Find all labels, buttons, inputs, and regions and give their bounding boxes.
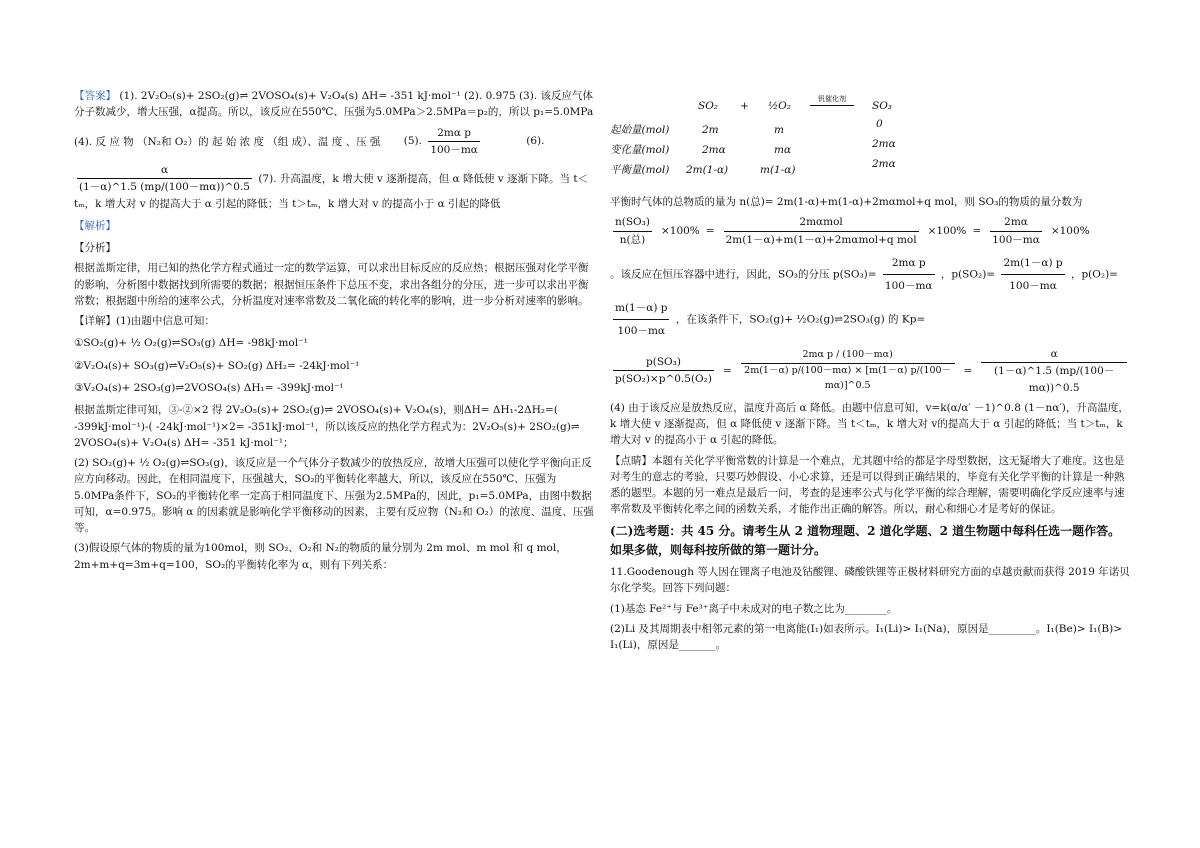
answer-paragraph-2 bbox=[74, 125, 594, 159]
after-fraction-text: 。该反应在恒压容器中进行，因此，SO₃的分压 p(SO₃)= bbox=[610, 268, 877, 281]
ice-row1-label: 起始量(mol) bbox=[610, 124, 670, 136]
ice-header-plus: + bbox=[740, 100, 749, 112]
percent-3: ×100% bbox=[1050, 224, 1090, 237]
so3-frac-c-den: 100－mα bbox=[992, 233, 1040, 246]
p-so3-num: 2mα p bbox=[883, 252, 935, 275]
p-o2-den: 100－mα bbox=[617, 324, 666, 337]
fenxi-label: 【分析】 bbox=[74, 242, 116, 255]
answer-5-denominator: 100－mα bbox=[430, 143, 478, 156]
so3-frac-c-num: 2mα bbox=[990, 214, 1042, 231]
ice-row3-c2: m(1-α) bbox=[760, 164, 796, 176]
kp-formula-row: $\frac{\text{p(SO₃)}}{\text{p(SO₂)×p\textasciicircum{}0.5(O₂)}}$ = $\frac{\text{2mα p / (100－mα)}}{2m(1-\alpha) p/(100-m\alpha) \times [m(1-\alpha) p/(100-m\alpha)]\^{}0.5}$ = $\frac{\alpha}{(1-\alpha)\^{}1.5 (mp/(100-m\alpha))\^{}0.5}$ bbox=[610, 346, 1130, 396]
kp-rhs-num: α bbox=[981, 346, 1127, 363]
hess-text: 根据盖斯定律可知，③-②×2 得 2V₂O₅(s)+ 2SO₂(g)⇌ 2VOSO₄(s)+ V₂O₄(s)，则ΔH= ΔH₁-2ΔH₂=( -399kJ·mol⁻¹)-( -24kJ·mol⁻¹)×2= -351kJ·mol⁻¹，所以该反应的热化学方程式为：2V₂O₅(s)+ 2SO₂(g)⇌ 2VOSO₄(s)+ V₂O₄(s) ΔH= -351 kJ·mol⁻¹； bbox=[74, 404, 580, 449]
question-4-answer: (4) 由于该反应是放热反应，温度升高后 α 降低。由题中信息可知，v=k(α/α′ －1)^0.8 (1－nα′)，升高温度，k 增大使 v 逐渐提高，但 α 降低使 v 逐渐下降。当 t＜tₘ，k 增大对 v的提高大于 α 引起的降低；当 t＞tₘ，k 增大对 v 的提高小于 α 引起的降低。 bbox=[610, 401, 1129, 447]
p-so3-frac bbox=[883, 252, 935, 297]
kp-rhs bbox=[981, 346, 1127, 396]
p-so2-frac bbox=[1001, 252, 1064, 297]
kp-lhs bbox=[613, 354, 714, 388]
ice-header-so2: SO₂ bbox=[698, 100, 719, 112]
kp-lhs-den: p(SO₂)×p^0.5(O₂) bbox=[615, 373, 712, 386]
equation-1: ①SO₂(g)+ ½ O₂(g)⇌SO₃(g) ΔH= -98kJ·mol⁻¹ bbox=[74, 337, 308, 350]
p-so2-den: 100－mα bbox=[1009, 279, 1057, 292]
answer-5-fraction bbox=[428, 125, 480, 159]
so3-frac-a-den: n(总) bbox=[619, 233, 646, 246]
analysis-label: 【解析】 bbox=[74, 219, 116, 232]
answer-label: 【答案】 bbox=[74, 90, 116, 102]
kp-mid-num: 2mα p / (100－mα) bbox=[741, 348, 955, 364]
right-column bbox=[610, 92, 1130, 657]
kp-intro: ，在该条件下，SO₂(g)+ ½O₂(g)⇌2SO₃(g) 的 Kp= bbox=[675, 313, 926, 326]
so3-frac-b-den: 2m(1－α)+m(1－α)+2mαmol+q mol bbox=[725, 233, 917, 246]
equation-3: ③V₂O₄(s)+ 2SO₃(g)⇌2VOSO₄(s) ΔH₁= -399kJ·mol⁻¹ bbox=[74, 381, 344, 394]
ice-table bbox=[610, 92, 1130, 188]
so3-frac-b bbox=[724, 214, 919, 248]
kp-mid bbox=[741, 348, 955, 393]
question-11: 11.Goodenough 等人因在锂离子电池及钴酸锂、磷酸铁锂等正极材料研究方面的卓越贡献而获得 2019 年诺贝尔化学奖。回答下列问题： bbox=[610, 566, 1130, 595]
p-so3-den: 100－mα bbox=[884, 279, 933, 292]
p-so2-label: ，p(SO₂)= bbox=[940, 268, 996, 281]
answer-6-label: (6). bbox=[526, 135, 545, 148]
question-11-part-1: (1)基态 Fe²⁺与 Fe³⁺离子中未成对的电子数之比为________。 bbox=[610, 602, 898, 615]
so3-frac-a-num: n(SO₃) bbox=[613, 214, 652, 231]
so3-frac-a bbox=[613, 214, 652, 248]
answer-text-2: (4). 反 应 物 （N₂和 O₂）的 起 始 浓 度 （组 成）、温 度 、压 强 bbox=[74, 135, 381, 148]
fenxi-text: 根据盖斯定律，用已知的热化学方程式通过一定的数学运算，可以求出目标反应的反应热；根据压强对化学平衡的影响，分析图中数据找到所需要的数据；根据恒压条件下总压不变，求出各组分的分压，进一步可以求出平衡常数；根据题中所给的速率公式，分析温度对速率常数及二氧化硫的转化率的影响，进一步分析对速率的影响。 bbox=[74, 262, 589, 307]
answer-paragraph-1 bbox=[74, 88, 594, 121]
ice-row2-label: 变化量(mol) bbox=[610, 144, 670, 156]
kp-lhs-num: p(SO₃) bbox=[613, 354, 714, 371]
ice-arrow-catalyst: 钒催化剂 bbox=[810, 94, 854, 106]
ice-row2-c3: 2mα bbox=[872, 138, 896, 150]
percent-1: ×100% bbox=[660, 224, 700, 237]
so3-frac-b-num: 2mαmol bbox=[724, 214, 919, 231]
left-column bbox=[74, 88, 594, 577]
answer-6-fraction bbox=[77, 162, 252, 196]
p-o2-frac bbox=[613, 297, 669, 342]
ice-row3-c1: 2m(1-α) bbox=[686, 164, 729, 176]
percent-2: ×100% bbox=[927, 224, 967, 237]
answer-6-numerator: α bbox=[77, 162, 252, 179]
p-so2-num: 2m(1－α) p bbox=[1001, 252, 1064, 275]
ice-row3-label: 平衡量(mol) bbox=[610, 164, 670, 176]
so3-fraction-row: $\frac{\text{n(SO₃)}}{\text{n(总)}}$ ×100% = $\frac{\text{2mαmol}}{\text{2m(1－α)+m(1－α)+2mαmol+q mol}}$ ×100% = $\frac{2m\alpha}{100-m\alpha}$ ×100% bbox=[610, 214, 1130, 248]
answer-6-denominator: (1－α)^1.5 (mp/(100－mα))^0.5 bbox=[79, 181, 250, 194]
ice-row2-c2: mα bbox=[774, 144, 792, 156]
total-moles-text: 平衡时气体的总物质的量为 n(总)= 2m(1-α)+m(1-α)+2mαmol+q mol，则 SO₃的物质的量分数为 bbox=[610, 196, 1083, 208]
ice-row1-c1: 2m bbox=[702, 124, 719, 136]
answer-text-1: (1). 2V₂O₅(s)+ 2SO₂(g)⇌ 2VOSO₄(s)+ V₂O₄(s) ΔH= -351 kJ·mol⁻¹ (2). 0.975 (3). 该反应气体分子数减少，增大压强，α提高。所以，该反应在550℃、压强为5.0MPa＞2.5MPa＝p₂的，所以 p₁=5.0MPa bbox=[74, 90, 594, 119]
kp-mid-den: 2m(1－α) p/(100－mα) × [m(1－α) p/(100－mα)]^0.5 bbox=[744, 365, 952, 391]
ice-row1-c2: m bbox=[774, 124, 784, 136]
ice-header-o2: ½O₂ bbox=[768, 100, 791, 112]
answer-5-numerator: 2mα p bbox=[428, 125, 480, 142]
section-heading: (二)选考题：共 45 分。请考生从 2 道物理题、2 道化学题、2 道生物题中每科任选一题作答。如果多做，则每科按所做的第一题计分。 bbox=[610, 523, 1121, 557]
answer-paragraph-3 bbox=[74, 162, 594, 212]
question-3-answer: (3)假设原气体的物质的量为100mol，则 SO₂、O₂和 N₂的物质的量分别为 2m mol、m mol 和 q mol，2m+m+q=3m+q=100，SO₂的平衡转化率为 α，则有下列关系： bbox=[74, 542, 567, 571]
question-11-part-2: (2)Li 及其周期表中相邻元素的第一电离能(I₁)如表所示。I₁(Li)> I₁(Na)，原因是_________。I₁(Be)> I₁(B)> I₁(Li)，原因是_______。 bbox=[610, 622, 1123, 652]
answer-5-label: (5). bbox=[403, 135, 422, 148]
p-o2-label: ，p(O₂)= bbox=[1070, 268, 1118, 281]
partial-pressure-row bbox=[610, 252, 1130, 342]
kp-rhs-den: (1－α)^1.5 (mp/(100－mα))^0.5 bbox=[994, 365, 1115, 394]
ice-header-so3: SO₃ bbox=[872, 100, 893, 112]
comment-text: 【点睛】本题有关化学平衡常数的计算是一个难点，尤其题中给的都是字母型数据，这无疑增大了难度。这也是对考生的意志的考验，只要巧妙假设、小心求算，还是可以得到正确结果的，毕竟有关化学平衡的计算是一种熟悉的题型。本题的另一难点是最后一问，考查的是速率公式与化学平衡的综合理解，需要明确化学反应速率与速率常数及平衡转化率之间的函数关系，才能作出正确的解答。所以，耐心和细心才是考好的保证。 bbox=[610, 454, 1125, 516]
detail-label: 【详解】(1)由题中信息可知： bbox=[74, 315, 215, 328]
ice-row1-c3: 0 bbox=[876, 118, 883, 130]
so3-frac-c bbox=[990, 214, 1042, 248]
question-2-answer: (2) SO₂(g)+ ½ O₂(g)⇌SO₃(g)，该反应是一个气体分子数减少的放热反应，故增大压强可以使化学平衡向正反应方向移动。因此，在相同温度下，压强越大，SO₂的平衡转化率越大，所以，该反应在550℃、压强为5.0MPa条件下，SO₂的平衡转化率一定高于相同温度下、压强为2.5MPa的，因此，p₁=5.0MPa，由图中数据可知，α=0.975。影响 α 的因素就是影响化学平衡移动的因素，主要有反应物（N₂和 O₂）的浓度、温度、压强等。 bbox=[74, 457, 594, 535]
answer-7-text: (7). 升高温度，k 增大使 v 逐渐提高，但 α 降低使 v 逐渐下降。当 t＜tₘ，k 增大对 v 的提高大于 α 引起的降低；当 t＞tₘ，k 增大对 v 的提高小于 α 引起的降低 bbox=[74, 172, 589, 210]
ice-row3-c3: 2mα bbox=[872, 158, 896, 170]
p-o2-num: m(1－α) p bbox=[613, 297, 669, 320]
equation-2: ②V₂O₄(s)+ SO₃(g)⇌V₂O₅(s)+ SO₂(g) ΔH₂= -24kJ·mol⁻¹ bbox=[74, 359, 360, 372]
ice-row2-c1: 2mα bbox=[702, 144, 726, 156]
